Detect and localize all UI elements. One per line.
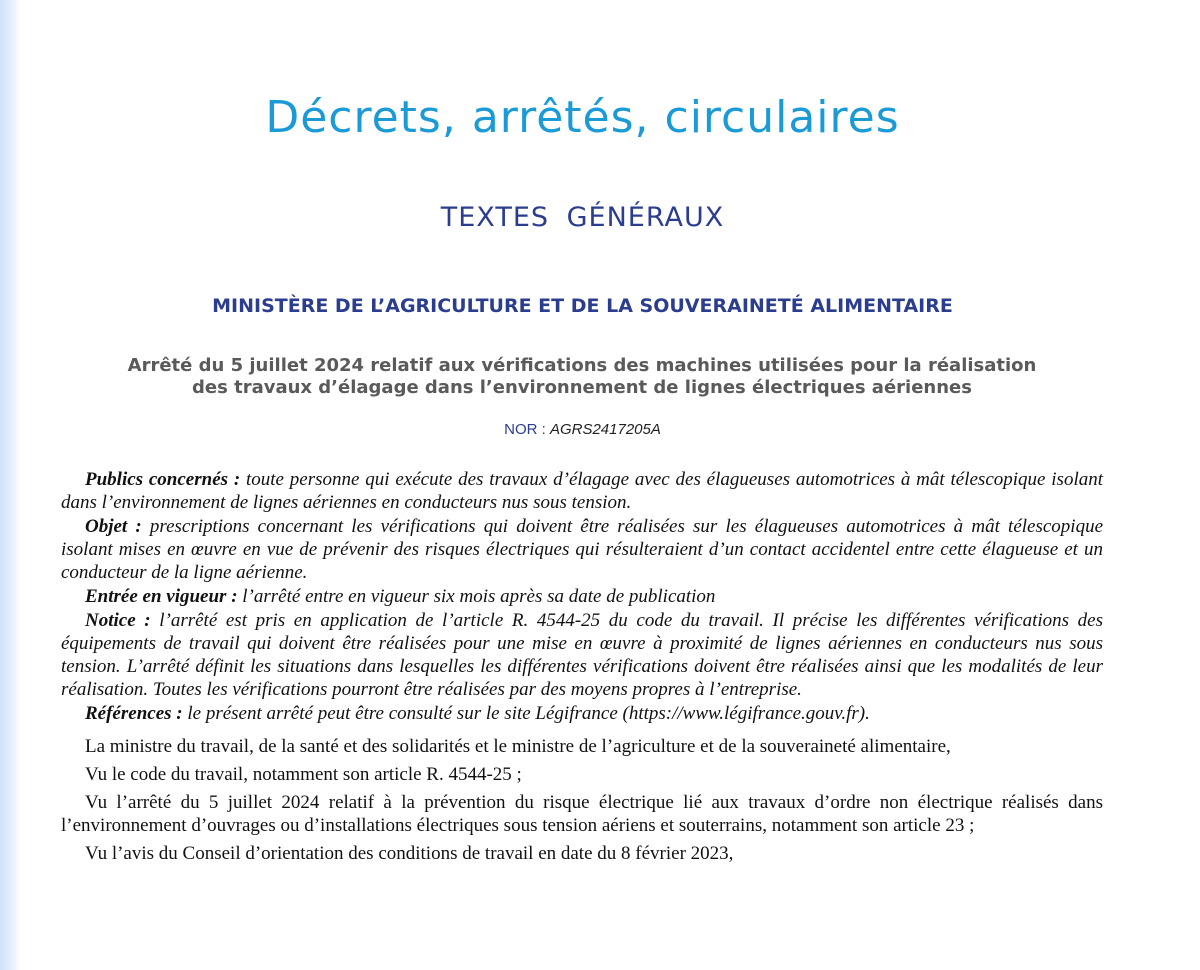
left-edge-shadow bbox=[0, 0, 20, 970]
abstract-publics bbox=[61, 468, 1103, 514]
references-text: le présent arrêté peut être consulté sur le site Légifrance (https://www.légifrance.gouv.fr). bbox=[187, 703, 870, 724]
vu-paragraph-2: Vu l’arrêté du 5 juillet 2024 relatif à la prévention du risque électrique lié aux travaux d’ordre non électrique réalisés dans l’environnement d’ouvrages ou d’installations électriques sous tension aériens et souterrains, notamment son article 23 ; bbox=[61, 792, 1103, 836]
publics-label: Publics concernés : bbox=[85, 469, 241, 490]
abstract-objet bbox=[61, 515, 1103, 584]
ministers-paragraph: La ministre du travail, de la santé et des solidarités et le ministre de l’agriculture et de la souveraineté alimentaire, bbox=[85, 736, 951, 757]
publics-text: toute personne qui exécute des travaux d’élagage avec des élagueuses automotrices à mât télescopique isolant dans l’environnement de lignes aériennes en conducteurs nus sous tension. bbox=[61, 469, 1104, 513]
abstract bbox=[61, 468, 1103, 725]
main-title: Décrets, arrêtés, circulaires bbox=[265, 92, 900, 143]
nor-value: AGRS2417205A bbox=[549, 421, 661, 438]
arrete-title-line-2: des travaux d’élagage dans l’environnement de lignes électriques aériennes bbox=[192, 377, 972, 398]
abstract-entree bbox=[61, 585, 1103, 608]
ministry-heading: MINISTÈRE DE L’AGRICULTURE ET DE LA SOUVERAINETÉ ALIMENTAIRE bbox=[212, 295, 953, 317]
document-body bbox=[61, 468, 1103, 870]
vu-paragraph-1: Vu le code du travail, notamment son article R. 4544-25 ; bbox=[85, 764, 522, 785]
references-label: Références : bbox=[85, 703, 183, 724]
vu-paragraph-3: Vu l’avis du Conseil d’orientation des conditions de travail en date du 8 février 2023, bbox=[85, 843, 734, 864]
entree-label: Entrée en vigueur : bbox=[85, 586, 238, 607]
objet-text: prescriptions concernant les vérifications qui doivent être réalisées sur les élagueuses automotrices à mât télescopique isolant mises en œuvre en vue de prévenir des risques électriques qui résulteraient d’un contact accidentel entre cette élagueuse et un conducteur de la ligne aérienne. bbox=[61, 516, 1103, 583]
section-title: TEXTES GÉNÉRAUX bbox=[440, 202, 725, 233]
arrete-title bbox=[80, 355, 1084, 399]
arrete-title-line-1: Arrêté du 5 juillet 2024 relatif aux vérifications des machines utilisées pour la réalisation bbox=[127, 355, 1037, 376]
abstract-references bbox=[61, 702, 1103, 725]
abstract-notice bbox=[61, 609, 1103, 701]
objet-label: Objet : bbox=[85, 516, 142, 537]
notice-text: l’arrêté est pris en application de l’article R. 4544-25 du code du travail. Il précise les différentes vérifications des équipements de travail qui doivent être réalisées pour une mise en œuvre à proximité de lignes aériennes en conducteurs nus sous tension. L’arrêté définit les situations dans lesquelles les différentes vérifications doivent être réalisées ainsi que les modalités de leur réalisation. Toutes les vérifications pourront être réalisées par des moyens propres à l’entreprise. bbox=[61, 610, 1103, 700]
entree-text: l’arrêté entre en vigueur six mois après sa date de publication bbox=[242, 586, 716, 607]
nor-reference bbox=[0, 420, 1165, 440]
visas bbox=[61, 735, 1103, 865]
nor-label: NOR : bbox=[504, 421, 546, 438]
notice-label: Notice : bbox=[85, 610, 151, 631]
